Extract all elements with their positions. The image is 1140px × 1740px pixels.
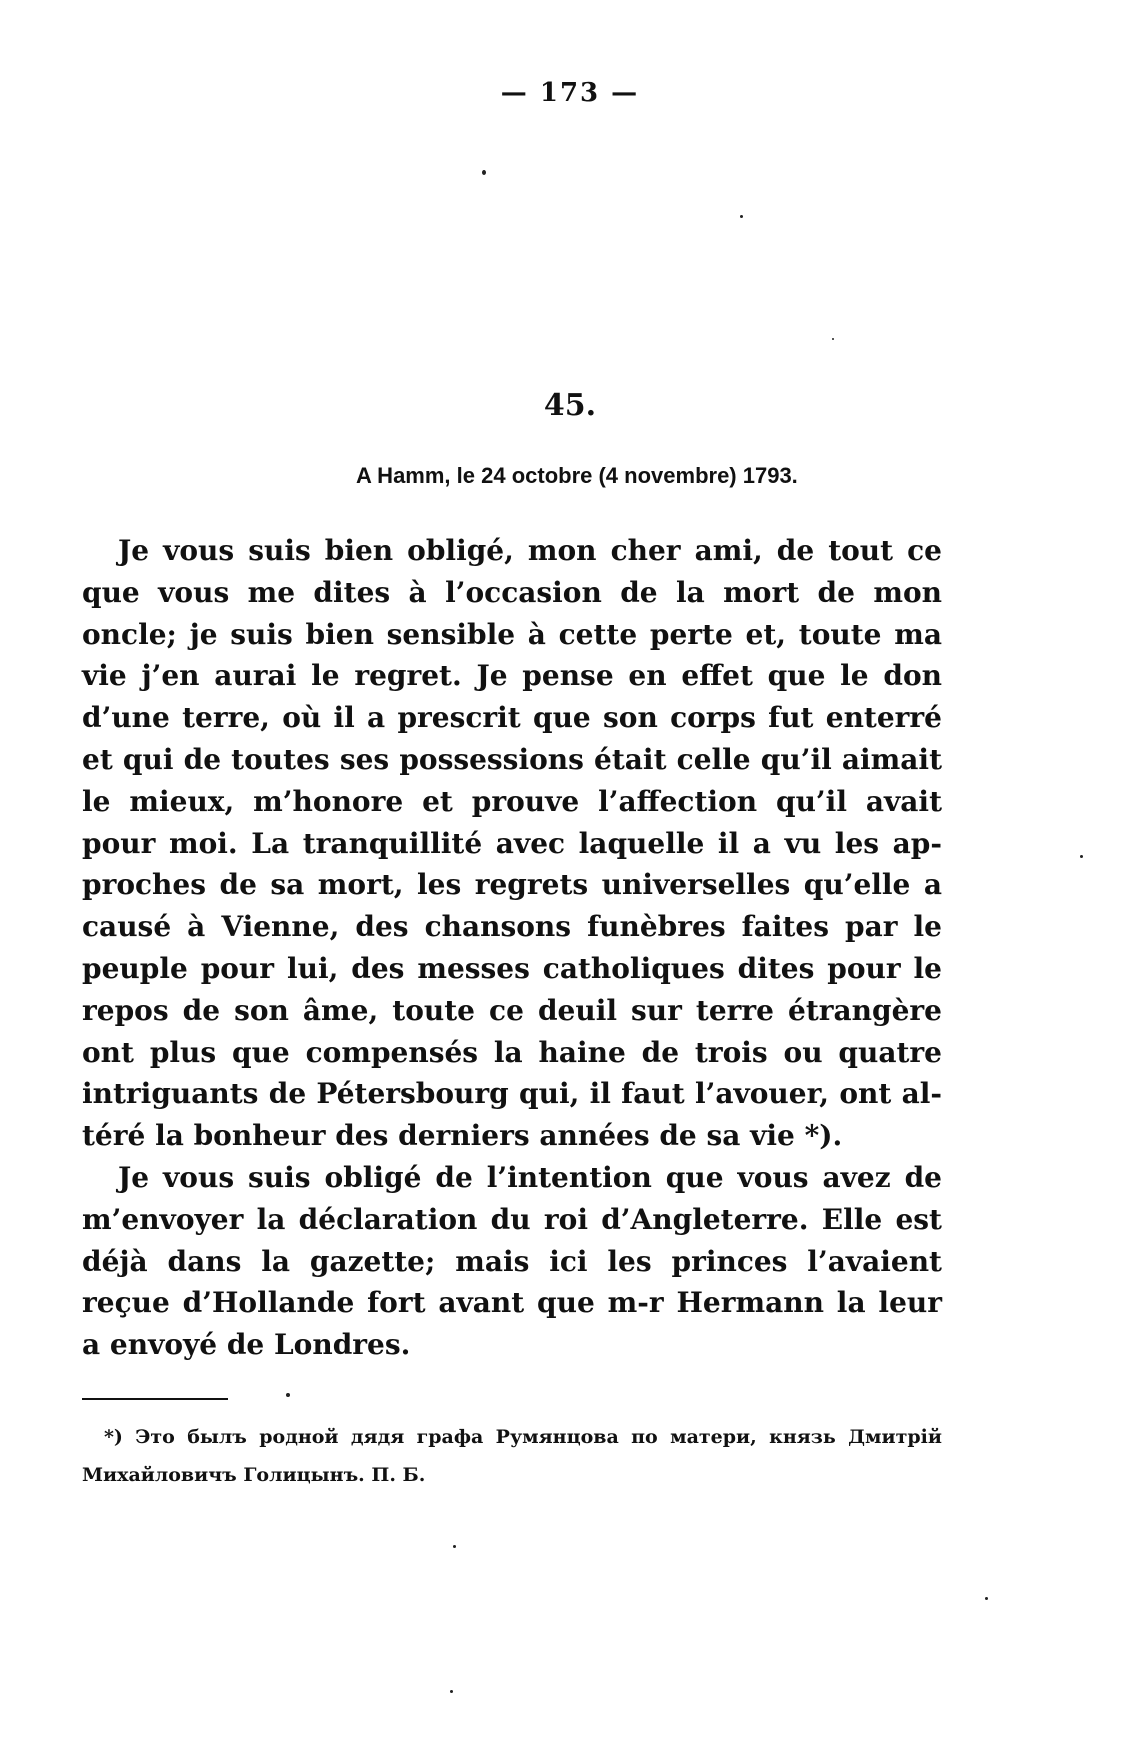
letter-number: 45. (543, 388, 597, 423)
scan-speck (450, 1690, 453, 1693)
paragraph: Je vous suis bien obligé, mon cher ami, de tout ce que vous me dites à l’occasion de la mort de mon oncle; je suis bien sensible à cette perte et, toute ma vie j’en aurai le regret. Je pense en effet que le don d’une terre, où il a prescrit que son corps fut enterré et qui de toutes ses possessions était celle qu’il aimait le mieux, m’honore et prouve l’affection qu’il avait pour moi. La tranquillité avec laquelle il a vu les approches de sa mort, les regrets universelles qu’elle a causé à Vienne, des chansons funèbres faites par le peuple pour lui, des messes catholiques dites pour le repos de son âme, toute ce deuil sur terre étrangère ont plus que compensés la haine de trois ou quatre intriguants de Pétersbourg qui, il faut l’avouer, ont altéré la bonheur des derniers années de sa vie *). (82, 534, 942, 1153)
paragraph: Je vous suis obligé de l’intention que vous avez de m’envoyer la déclaration du roi d’Angleterre. Elle est déjà dans la gazette; mais ici les princes l’avaient reçue d’Hollande fort avant que m-r Hermann la leur a envoyé de Londres. (82, 1160, 942, 1362)
scan-speck (740, 215, 743, 218)
scan-speck (1080, 855, 1083, 858)
scan-speck (453, 1545, 456, 1548)
letter-body (82, 530, 942, 1366)
scan-speck (985, 1597, 988, 1600)
page-number: — 173 — (500, 78, 640, 108)
dateline: A Hamm, le 24 octobre (4 novembre) 1793. (356, 463, 798, 488)
scan-speck (482, 170, 486, 175)
footnote-separator (82, 1398, 228, 1400)
scan-speck (832, 338, 834, 340)
footnote: *) Это былъ родной дядя графа Румянцова по матери, князь Дмитрій Михайловичъ Голицынъ. П. Б. (82, 1426, 942, 1486)
scan-speck (286, 1393, 290, 1397)
